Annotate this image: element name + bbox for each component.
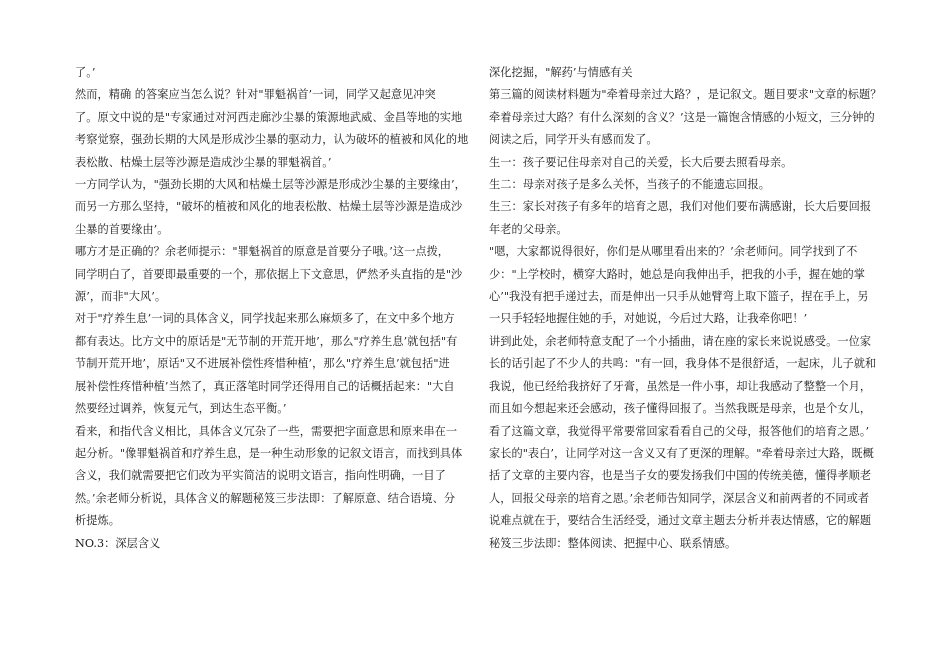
text-line: 尘暴的首要缘由’。 <box>75 222 169 236</box>
text-line: 源’，而非"大风’。 <box>75 290 167 304</box>
text-line: 深化挖掘，"解药’与情感有关 <box>489 66 633 79</box>
text-line: 了。原文中说的是"专家通过对河西走廊沙尘暴的策源地武威、金昌等地的实地 <box>75 110 463 124</box>
text-line: 长的话引起了不少人的共鸣："有一回，我身体不是很舒适，一起床，儿子就和 <box>489 357 877 371</box>
text-line: 我说，他已经给我挤好了牙膏，虽然是一件小事，却让我感动了整整一个月， <box>489 379 872 393</box>
text-line: 讲到此处，余老师特意支配了一个小插曲，请在座的家长来说说感受。一位家 <box>489 334 872 348</box>
text-line: 一方同学认为，"强劲长期的大风和枯燥土层等沙源是形成沙尘暴的主要缘由’， <box>75 178 466 192</box>
text-line: 然而，精确 的答案应当怎么说？针对"罪魁祸首’一词，同学又起意见冲突 <box>75 88 436 102</box>
text-line: 都有表达。比方文中的原话是"无节制的开荒开地’，那么"疗养生息’就包括"有 <box>75 334 458 348</box>
text-line: 而另一方那么坚持，"破坏的植被和风化的地表松散、枯燥土层等沙源是造成沙 <box>75 200 463 214</box>
text-line: 年老的父母亲。 <box>489 222 568 236</box>
text-line: 看来，和指代含义相比，具体含义冗杂了一些，需要把字面意思和原来串在一 <box>75 424 458 438</box>
text-line: 心’"我没有把手递过去，而是伸出一只手从她臂弯上取下篮子，捏在手上，另 <box>489 290 869 304</box>
text-line: 生一：孩子要记住母亲对自己的关爱，长大后要去照看母亲。 <box>489 155 793 169</box>
text-line: 家长的"表白’，让同学对这一含义又有了更深的理解。"牵着母亲过大路，既概 <box>489 446 874 460</box>
text-line: 展补偿性疼惜种植’当然了，真正落笔时同学还得用自己的话概括起来："大自 <box>75 379 455 393</box>
text-line: 一只手轻轻地握住她的手，对她说，今后过大路，让我牵你吧！’ <box>489 312 808 326</box>
text-line: 而且如今想起来还会感动，孩子懂得回报了。当然我既是母亲，也是个女儿， <box>489 402 872 416</box>
text-line: 第三篇的阅读材料题为"牵着母亲过大路？，是记叙文。题目要求"文章的标题？ <box>489 88 882 102</box>
text-line: 析提炼。 <box>75 514 120 528</box>
text-line: 同学明白了，首要即最重要的一个，那依据上下文意思，俨然矛头直指的是"沙 <box>75 267 463 281</box>
text-line: 含义，我们就需要把它们改为平实简洁的说明文语言，指向性明确，一目了 <box>75 469 446 483</box>
text-line: 对于"疗养生息’一词的具体含义，同学找起来那么麻烦多了，在文中多个地方 <box>75 312 455 326</box>
text-line: 生二：母亲对孩子是多么关怀，当孩子的不能遗忘回报。 <box>489 178 770 192</box>
text-line: 牵着母亲过大路？有什么深刻的含义？’这是一篇饱含情感的小短文，三分钟的 <box>489 110 875 124</box>
left-column <box>75 62 473 555</box>
text-line: 少："上学校时，横穿大路时，她总是向我伸出手，把我的小手，握在她的掌 <box>489 267 866 281</box>
text-line: 秘笈三步法即：整体阅读、把握中心、联系情感。 <box>489 536 737 550</box>
text-line: 生三：家长对孩子有多年的培育之恩，我们对他们要布满感谢，长大后要回报 <box>489 200 872 214</box>
text-line: 表松散、枯燥土层等沙源是造成沙尘暴的罪魁祸首。’ <box>75 155 332 169</box>
left-text-block <box>75 62 473 555</box>
right-text-block <box>489 62 887 555</box>
text-line: 然。’余老师分析说，具体含义的解题秘笈三步法即：了解原意、结合语境、分 <box>75 491 456 505</box>
text-line: 然要经过调养，恢复元气，到达生态平衡。’ <box>75 402 287 416</box>
text-line: 考察觉察，强劲长期的大风是形成沙尘暴的驱动力，认为破坏的植被和风化的地 <box>75 133 469 147</box>
text-line: 说难点就在于，要结合生活经受，通过文章主题去分析并表达情感，它的解题 <box>489 514 872 528</box>
text-line: 哪方才是正确的？余老师提示："罪魁祸首的原意是首要分子哦。’这一点拨， <box>75 245 450 259</box>
right-column <box>489 62 887 555</box>
text-line: 看了这篇文章，我觉得平常要常回家看看自己的父母，报答他们的培育之恩。’ <box>489 424 870 438</box>
text-line: 括了文章的主要内容，也是当子女的要发扬我们中国的传统美德，懂得孝顺老 <box>489 469 872 483</box>
text-line: 节制开荒开地’，原话"又不进展补偿性疼惜种植’，那么"疗养生息’就包括"进 <box>75 357 450 371</box>
text-line: "嗯，大家都说得很好，你们是从哪里看出来的？’余老师问。同学找到了不 <box>489 245 858 259</box>
section-heading: NO.3：深层含义 <box>75 536 161 550</box>
text-line: 了。’ <box>75 66 96 79</box>
text-line: 阅读之后，同学开头有感而发了。 <box>489 133 658 147</box>
text-line: 人，回报父母亲的培育之恩。’余老师告知同学，深层含义和前两者的不同或者 <box>489 491 870 505</box>
text-line: 起分析。"像罪魁祸首和疗养生息，是一种生动形象的记叙文语言，而找到具体 <box>75 446 463 460</box>
